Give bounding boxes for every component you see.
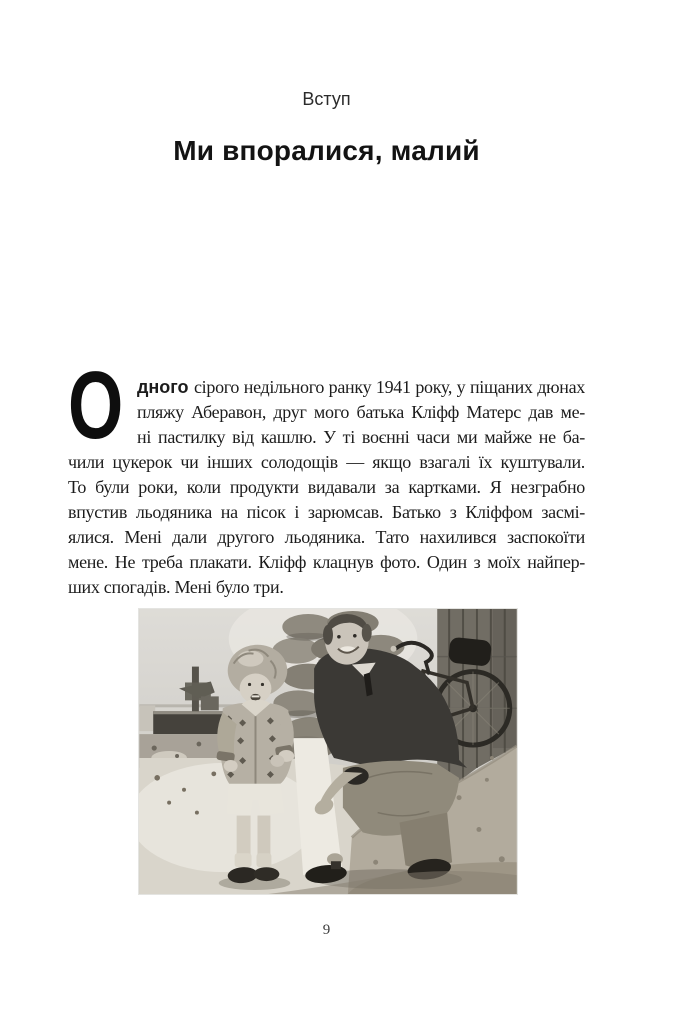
paragraph-line: ялися. Мені дали другого льодяника. Тато нахилився заспокоїти: [68, 527, 585, 547]
paragraph-line: пляжу Аберавон, друг мого батька Кліфф Матерс дав ме-: [137, 402, 585, 422]
paragraph-line: впустив льодяника на пісок і зарюмсав. Батько з Кліффом засмі-: [68, 502, 585, 522]
opening-paragraph: [68, 352, 585, 600]
paragraph-line: То були роки, коли продукти видавали за картками. Я незграбно: [68, 477, 585, 497]
photo-frame: [138, 608, 518, 895]
beach-photo: [139, 609, 517, 894]
paragraph-line: ні пастилку від кашлю. У ті воєнні часи ми майже не ба-: [137, 427, 585, 447]
page-number: 9: [322, 922, 331, 938]
lead-word: дного: [137, 377, 194, 397]
paragraph-line: ших спогадів. Мені було три.: [68, 577, 284, 597]
drop-cap: [68, 352, 137, 459]
paragraph-line: чили цукерок чи інших солодощів — якщо взагалі їх куштували.: [68, 452, 585, 472]
paragraph-line: дного сірого недільного ранку 1941 року, у піщаних дюнах: [137, 377, 585, 397]
chapter-title: Ми впоралися, малий: [173, 135, 480, 166]
chapter-label: Вступ: [302, 89, 351, 109]
paragraph-lines: [68, 375, 585, 600]
paragraph-line: мене. Не треба плакати. Кліфф клацнув фото. Один з моїх найпер-: [68, 552, 585, 572]
drop-cap-letter: О: [68, 352, 124, 459]
